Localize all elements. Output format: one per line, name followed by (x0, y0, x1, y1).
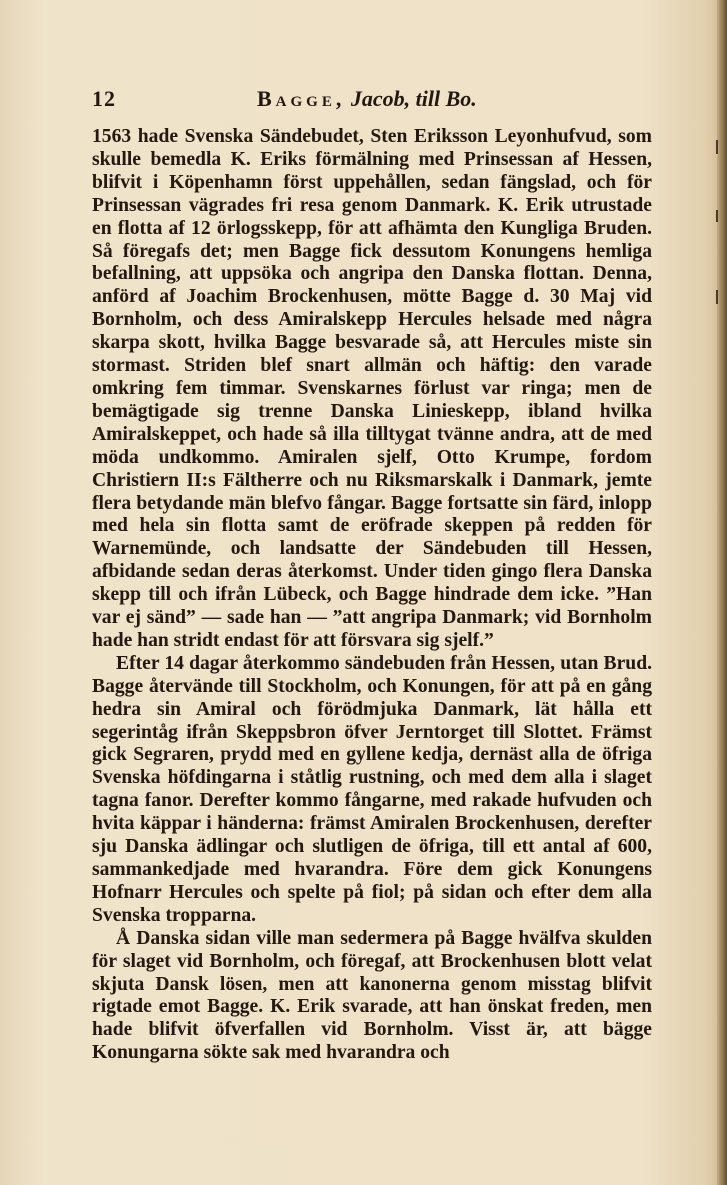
margin-mark (716, 210, 718, 222)
page-edge (717, 0, 727, 1185)
running-head-name: Bagge, (257, 86, 346, 111)
paragraph-1: 1563 hade Svenska Sändebudet, Sten Eriksson Leyonhufvud, som skulle bemedla K. Eriks förmälning med Prinsessan af Hessen, blifvit i Köpenhamn först uppehållen, sedan fängslad, och för Prinsessan vägrades fri resa genom Danmark. K. Erik utrustade en flotta af 12 örlogsskepp, för att afhämta den Kungliga Bruden. Så föregafs det; men Bagge fick dessutom Konungens hemliga befallning, att uppsöka och angripa den Danska flottan. Denna, anförd af Joachim Brockenhusen, mötte Bagge d. 30 Maj vid Bornholm, och dess Amiralskepp Hercules helsade med några skarpa skott, hvilka Bagge besvarade så, att Hercules miste sin stormast. Striden blef snart allmän och häftig: den varade omkring fem timmar. Svenskarnes förlust var ringa; men de bemägtigade sig trenne Danska Linieskepp, ibland hvilka Amiralskeppet, och hade så illa tilltygat tvänne andra, att de med möda undkommo. Amiralen sjelf, Otto Krumpe, fordom Christiern II:s Fältherre och nu Riksmarskalk i Danmark, jemte flera betydande män blefvo fångar. Bagge fortsatte sin färd, inlopp med hela sin flotta samt de eröfrade skeppen på redden för Warnemünde, och landsatte der Sändebuden till Hessen, afbidande sedan deras återkomst. Under tiden gingo flera Danska skepp till och ifrån Lübeck, och Bagge hindrade dem icke. ”Han var ej sänd” — sade han — ”att angripa Danmark; vid Bornholm hade han stridt endast för att försvara sig sjelf.” (92, 126, 652, 651)
margin-mark (716, 140, 718, 154)
paragraph-3: Å Danska sidan ville man sedermera på Bagge hvälfva skulden för slaget vid Bornholm, och föregaf, att Brockenhusen blott velat skjuta Dansk lösen, men att kanonerna genom misstag blifvit rigtade emot Bagge. K. Erik svarade, att han önskat freden, men hade blifvit öfverfallen vid Bornholm. Visst är, att bägge Konungarna sökte sak med hvarandra och (92, 927, 652, 1064)
paragraph-2: Efter 14 dagar återkommo sändebuden från Hessen, utan Brud. Bagge återvände till Stockholm, och Konungen, för att på en gång hedra sin Amiral och förödmjuka Danmark, lät hålla ett segerintåg ifrån Skeppsbron öfver Jerntorget till Slottet. Främst gick Segraren, prydd med en gyllene kedja, dernäst alla de öfriga Svenska höfdingarna i ståtlig rustning, och med dem alla i slaget tagna fanor. Derefter kommo fångarne, med rakade hufvuden och hvita käppar i händerna: främst Amiralen Brockenhusen, derefter sju Danska ädlingar och slutligen de öfriga, till ett antal af 600, sammankedjade med hvarandra. Före dem gick Konungens Hofnarr Hercules och spelte på fiol; på sidan och efter dem alla Svenska tropparna. (92, 652, 652, 926)
margin-mark (716, 290, 718, 304)
page-header (92, 86, 652, 116)
running-head (257, 86, 477, 112)
page-number: 12 (92, 86, 116, 111)
running-head-sub: Jacob, till Bo. (350, 86, 477, 111)
body-text (92, 126, 652, 1065)
